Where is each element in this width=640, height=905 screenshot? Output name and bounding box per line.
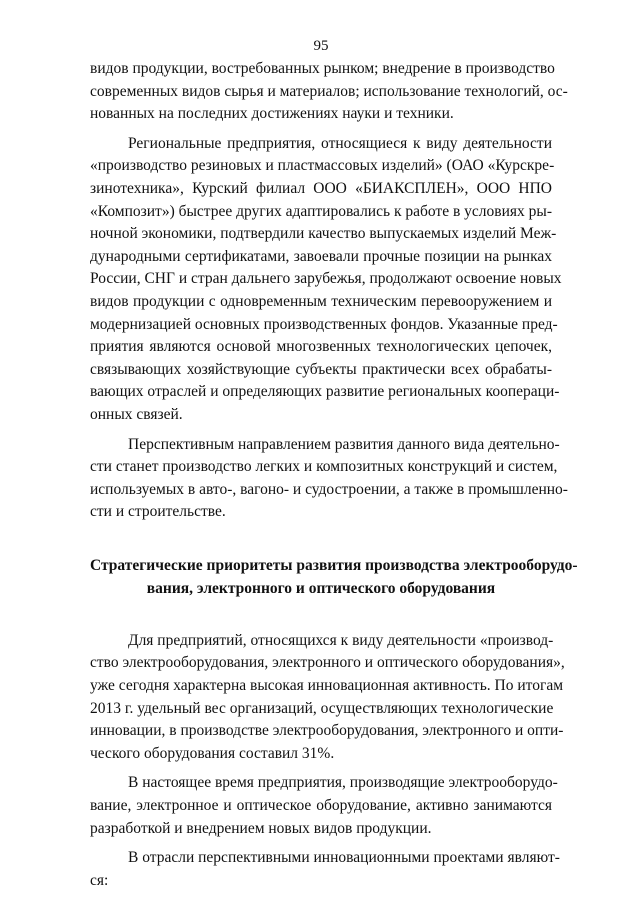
text-line: модернизацией основных производственных фондов. Указанные пред- [90, 315, 558, 333]
paragraph-1 [90, 58, 568, 126]
text-line: Перспективным направлением развития данного вида деятельно- [128, 435, 560, 453]
text-line: В настоящее время предприятия, производящие электрооборудо- [128, 774, 558, 792]
text-line: Региональные предприятия, относящиеся к виду деятельности [128, 134, 552, 152]
paragraph-3 [90, 434, 568, 524]
text-line: «Композит») быстрее других адаптировались к работе в условиях ры- [90, 202, 552, 220]
paragraph-2 [90, 133, 562, 427]
text-line: «производство резиновых и пластмассовых изделий» (ОАО «Курскре- [90, 157, 555, 175]
text-line: 2013 г. удельный вес организаций, осуществляющих технологические [90, 699, 554, 717]
text-line: видов продукции с одновременным техническим перевооружением и [90, 292, 552, 310]
text-line: вающих отраслей и определяющих развитие региональных коопераци- [90, 383, 560, 401]
paragraph-4 [90, 630, 565, 766]
text-line: зинотехника», Курский филиал ООО «БИАКСПЛЕН», ООО НПО [90, 179, 552, 197]
text-line: связывающих хозяйствующие субъекты практически всех обрабаты- [90, 360, 552, 378]
text-line: ся: [90, 871, 109, 889]
text-line: разработкой и внедрением новых видов продукции. [90, 819, 432, 837]
document-page [90, 36, 578, 892]
text-line: ночной экономики, подтвердили качество выпускаемых изделий Меж- [90, 225, 557, 243]
text-line: вание, электронное и оптическое оборудование, активно занимаются [90, 797, 552, 815]
text-line: дународными сертификатами, завоевали прочные позиции на рынках [90, 247, 552, 265]
text-line: сти и строительстве. [90, 503, 226, 521]
text-line: нованных на последних достижениях науки и техники. [90, 105, 454, 123]
text-line: инновации, в производстве электрооборудования, электронного и опти- [90, 722, 564, 740]
text-line: сти станет производство легких и композитных конструкций и систем, [90, 458, 558, 476]
text-line: используемых в авто-, вагоно- и судостроении, а также в промышленно- [90, 480, 568, 498]
heading-line: вания, электронного и оптического оборудования [146, 579, 496, 597]
text-line: современных видов сырья и материалов; использование технологий, ос- [90, 82, 568, 100]
heading-line: Стратегические приоритеты развития производства электрооборудо- [90, 556, 578, 574]
paragraph-5 [90, 772, 558, 840]
page-number: 95 [313, 38, 329, 54]
text-line: уже сегодня характерна высокая инновационная активность. По итогам [90, 677, 564, 695]
text-line: ство электрооборудования, электронного и оптического оборудования», [90, 654, 565, 672]
text-line: В отрасли перспективными инновационными проектами являют- [128, 849, 560, 867]
text-line: Для предприятий, относящихся к виду деятельности «производ- [128, 631, 554, 649]
text-line: онных связей. [90, 405, 183, 423]
text-line: ческого оборудования составил 31%. [90, 744, 335, 762]
section-heading [90, 554, 578, 600]
text-line: приятия являются основой многозвенных технологических цепочек, [90, 338, 552, 356]
text-line: России, СНГ и стран дальнего зарубежья, продолжают освоение новых [90, 270, 562, 288]
text-line: видов продукции, востребованных рынком; внедрение в производство [90, 60, 555, 77]
paragraph-6 [90, 847, 560, 892]
